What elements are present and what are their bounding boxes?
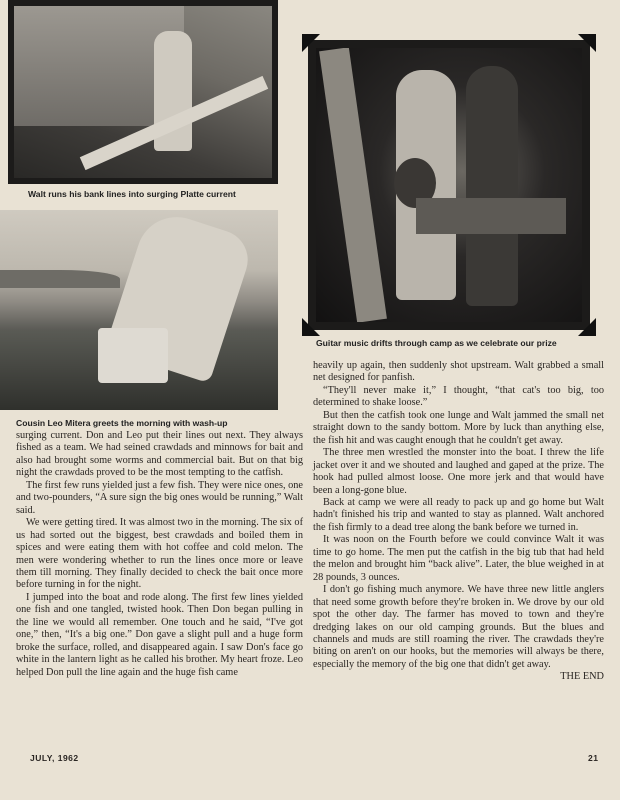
article-paragraph: “They'll never make it,” I thought, “that cat's too big, too determined to shake loose.” bbox=[313, 384, 604, 409]
article-paragraph: The three men wrestled the monster into the boat. I threw the life jacket over it and we shouted and laughed and gaped at the prize. The hook had pulled almost loose. One more jerk and that would have been a long-gone blue. bbox=[313, 447, 604, 496]
article-right-column bbox=[313, 360, 604, 684]
caption-guitar-camp: Guitar music drifts through camp as we celebrate our prize bbox=[316, 338, 557, 348]
article-paragraph-final bbox=[313, 584, 604, 683]
photo-leo-wash-up bbox=[0, 210, 278, 410]
photo-shoreline bbox=[0, 270, 120, 288]
photo-camp-table bbox=[416, 198, 566, 234]
caption-leo-wash-up: Cousin Leo Mitera greets the morning with wash-up bbox=[16, 418, 228, 428]
article-paragraph: We were getting tired. It was almost two in the morning. The six of us had sorted out the biggest, best crawdads and boiled them in spices and were eating them with hot coffee and cold melon. The men were wondering whether to run the lines once more or leave them till morning. They finally decided to check the bait once more before turning in for the night. bbox=[16, 517, 303, 591]
article-paragraph: Back at camp we were all ready to pack up and go home but Walt hadn't finished his trip and wanted to stay as planned. Walt anchored the fish firmly to a dead tree along the bank before we turned in. bbox=[313, 496, 604, 533]
caption-walt-bank-lines: Walt runs his bank lines into surging Platte current bbox=[28, 189, 236, 199]
footer-page-number: 21 bbox=[588, 753, 599, 763]
the-end-mark: THE END bbox=[560, 671, 604, 683]
footer-issue-date: JULY, 1962 bbox=[30, 753, 79, 763]
article-final-text: I don't go fishing much anymore. We have three new little anglers that need some growth before they're broken in. We drove by our old spot the other day. The farmer has moved to town and they're dredging lakes on our old camping grounds. But the blues and channels and muds are still roaming the river. The crawdads they're biting on aren't on our hooks, but the memories will always be there, especially the memory of the big one that didn't get away. bbox=[313, 584, 604, 670]
photo-tree-trunk bbox=[319, 47, 387, 323]
article-paragraph: heavily up again, then suddenly shot upstream. Walt grabbed a small net designed for panfish. bbox=[313, 360, 604, 384]
article-paragraph: surging current. Don and Leo put their lines out next. They always fished as a team. We had seined crawdads and minnows for bait and also had brought some worms and commercial bait. But on that big night the crawdads proved to be the most tempting to the catfish. bbox=[16, 430, 303, 479]
photo-buckets bbox=[98, 328, 168, 383]
article-paragraph: But then the catfish took one lunge and Walt jammed the small net straight down to the sandy bottom. More by luck than anything else, the fish hit and was caught enough that he couldn't get away. bbox=[313, 409, 604, 446]
article-paragraph: It was noon on the Fourth before we could convince Walt it was time to go home. The men put the catfish in the big tub that had held the melon and brought him “back alive”. Later, the blue weighed in at 28 pounds, 3 ounces. bbox=[313, 534, 604, 583]
photo-walt-bank-lines bbox=[8, 0, 278, 184]
photo-guitar-camp bbox=[308, 40, 590, 330]
photo-second-man bbox=[466, 66, 518, 306]
article-paragraph: I jumped into the boat and rode along. The first few lines yielded one fish and one tangled, twisted hook. Then Don began pulling in the line we would all remember. One touch and he said, “I've got one,” then, “It's a big one.” Don gave a slight pull and a huge form broke the surface, rolled, and disappeared again. I saw Don's face go white in the lantern light as he called his brother. My heart froze. Leo helped Don pull the line again and the huge fish came bbox=[16, 591, 303, 678]
article-left-column bbox=[16, 430, 303, 679]
article-paragraph: The first few runs yielded just a few fish. They were nice ones, one and two-pounders, “A sure sign the big ones would be running,” Walt said. bbox=[16, 479, 303, 516]
